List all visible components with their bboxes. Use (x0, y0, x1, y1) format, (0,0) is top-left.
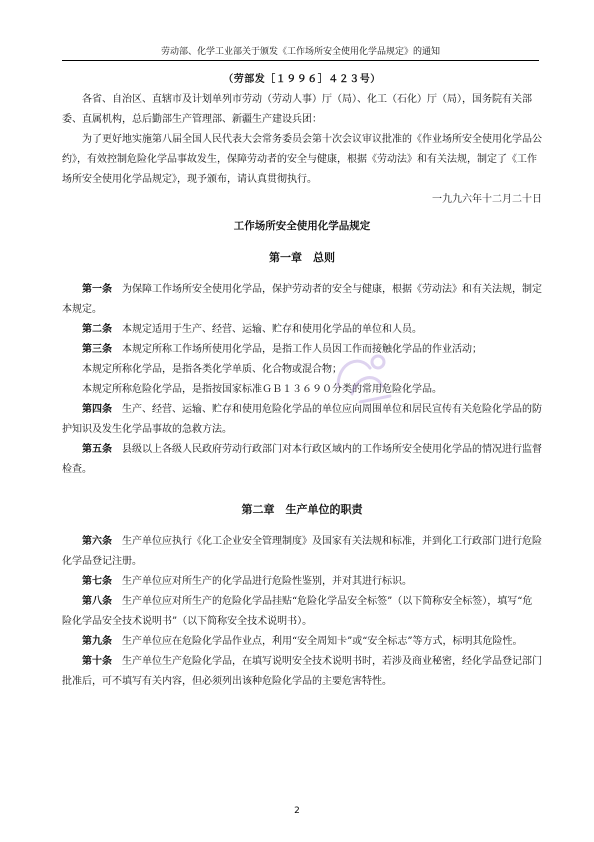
article-3-para-2 (62, 360, 542, 380)
notice-body: 为了更好地实施第八届全国人民代表大会常务委员会第十次会议审议批准的《作业场所安全使用化学品公约》，有效控制危险化学品事故发生，保障劳动者的安全与健康，根据《劳动法》和有关法规，制定了《工作场所安全使用化学品规定》，现予颁布，请认真贯彻执行。 (62, 134, 542, 185)
article-2 (62, 320, 542, 340)
page-header (62, 40, 539, 61)
chapter-2-title: 第二章 生产单位的职责 (241, 503, 363, 516)
article-6 (62, 532, 542, 572)
article-text: 本规定所称危险化学品，是指按国家标准ＧＢ１３６９０分类的常用危险化学品。 (82, 384, 442, 395)
article-text: 县级以上各级人民政府劳动行政部门对本行政区域内的工作场所安全使用化学品的情况进行监督检查。 (62, 444, 542, 475)
article-text: 生产单位应对所生产的危险化学品挂贴“危险化学品安全标签”（以下简称安全标签），填写“危险化学品安全技术说明书”（以下简称安全技术说明书）。 (62, 596, 533, 627)
article-label: 第四条 (82, 404, 112, 415)
article-text: 生产、经营、运输、贮存和使用危险化学品的单位应向周围单位和居民宣传有关危险化学品的防护知识及发生化学品事故的急救方法。 (62, 404, 542, 435)
article-1 (62, 280, 542, 320)
article-4 (62, 400, 542, 440)
article-label: 第七条 (82, 576, 112, 587)
notice-date: 一九九六年十二月二十日 (432, 194, 542, 205)
article-7 (62, 572, 542, 592)
article-9 (62, 632, 542, 652)
article-label: 第一条 (82, 284, 112, 295)
article-text: 生产单位应对所生产的化学品进行危险性鉴别，并对其进行标识。 (122, 576, 412, 587)
article-text: 生产单位应在危险化学品作业点，利用“安全周知卡”或“安全标志”等方式，标明其危险性。 (122, 636, 523, 647)
article-label: 第十条 (82, 656, 112, 667)
article-label: 第三条 (82, 344, 112, 355)
article-10 (62, 652, 542, 692)
article-label: 第八条 (82, 596, 112, 607)
header-title: 劳动部、化学工业部关于颁发《工作场所安全使用化学品规定》的通知 (160, 47, 440, 57)
page-number: 2 (294, 806, 300, 816)
watermark-logo-icon (330, 346, 400, 410)
regulation-title: 工作场所安全使用化学品规定 (233, 220, 371, 232)
article-label: 第五条 (82, 444, 112, 455)
article-text: 生产单位应执行《化工企业安全管理制度》及国家有关法规和标准，并到化工行政部门进行危险化学品登记注册。 (62, 536, 542, 567)
article-text: 本规定所称工作场所使用化学品，是指工作人员因工作而接触化学品的作业活动； (122, 344, 482, 355)
article-3 (62, 340, 542, 360)
document-body (62, 70, 542, 692)
doc-number: （劳部发［１９９６］４２３号） (223, 74, 381, 85)
chapter-1-title: 第一章 总则 (269, 251, 335, 264)
article-text: 生产单位生产危险化学品，在填写说明安全技术说明书时，若涉及商业秘密，经化学品登记部门批准后，可不填写有关内容，但必须列出该种危险化学品的主要危害特性。 (62, 656, 542, 687)
article-text: 为保障工作场所安全使用化学品，保护劳动者的安全与健康，根据《劳动法》和有关法规，制定本规定。 (62, 284, 542, 315)
recipients: 各省、自治区、直辖市及计划单列市劳动（劳动人事）厅（局）、化工（石化）厅（局），国务院有关部委、直属机构，总后勤部生产管理部、新疆生产建设兵团： (62, 94, 532, 125)
article-text: 本规定所称化学品，是指各类化学单质、化合物或混合物； (82, 364, 342, 375)
article-label: 第六条 (82, 536, 112, 547)
article-label: 第二条 (82, 324, 112, 335)
article-3-para-3 (62, 380, 542, 400)
article-label: 第九条 (82, 636, 112, 647)
article-5 (62, 440, 542, 480)
article-text: 本规定适用于生产、经营、运输、贮存和使用化学品的单位和人员。 (122, 324, 422, 335)
article-8 (62, 592, 542, 632)
